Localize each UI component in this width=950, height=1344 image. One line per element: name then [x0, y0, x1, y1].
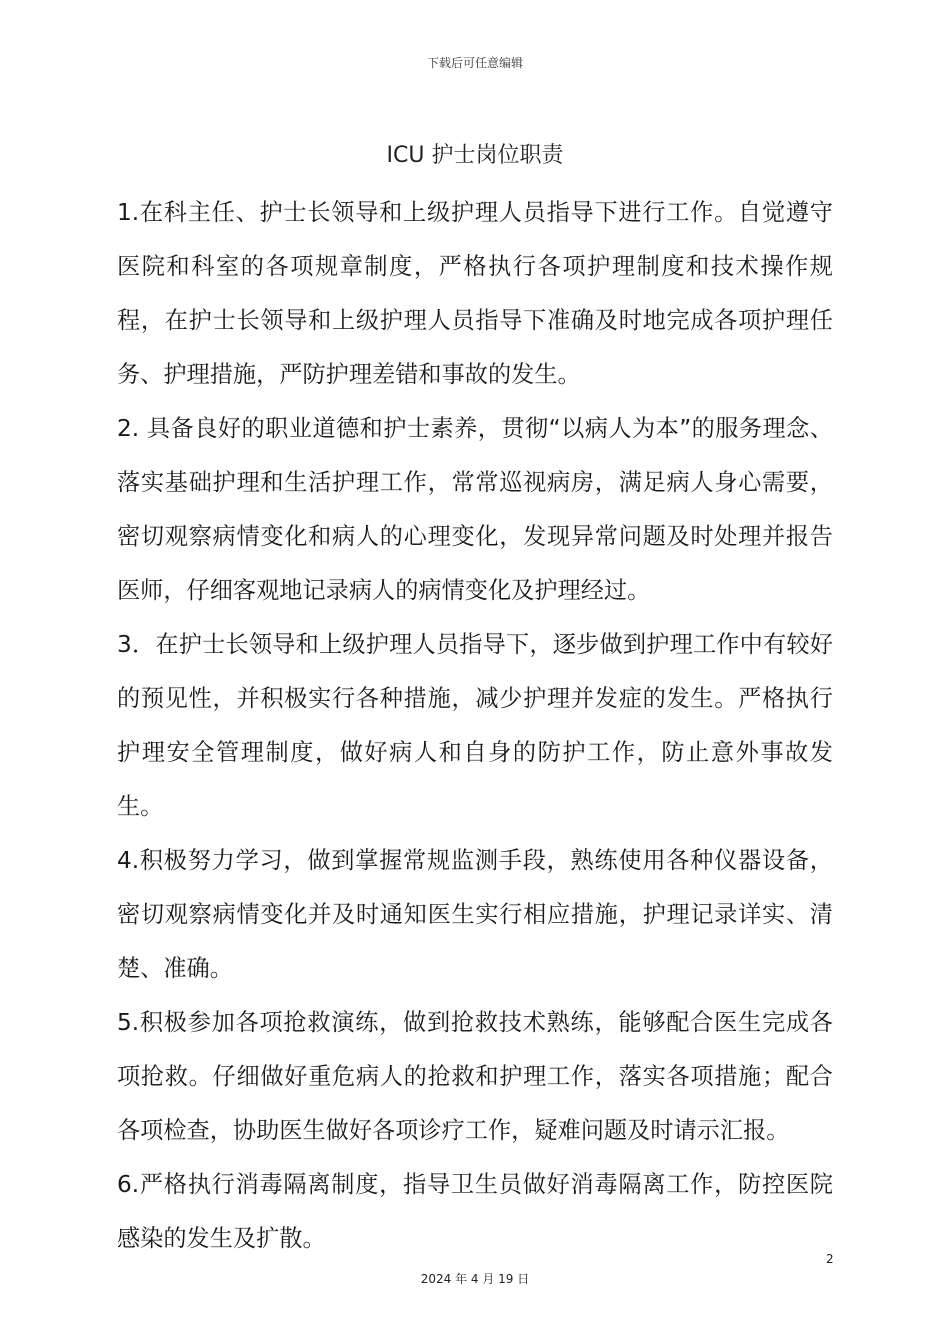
document-title: ICU 护士岗位职责 — [386, 143, 564, 168]
page-number: 2 — [826, 1252, 834, 1266]
paragraph-4: 4.积极努力学习，做到掌握常规监测手段，熟练使用各种仪器设备，密切观察病情变化并及时通知医生实行相应措施，护理记录详实、清楚、准确。 — [117, 847, 833, 982]
paragraph-3: 3．在护士长领导和上级护理人员指导下，逐步做到护理工作中有较好的预见性，并积极实行各种措施，减少护理并发症的发生。严格执行护理安全管理制度，做好病人和自身的防护工作，防止意外事故发生。 — [117, 631, 833, 820]
page-header-note: 下载后可任意编辑 — [426, 56, 523, 70]
paragraph-1: 1.在科主任、护士长领导和上级护理人员指导下进行工作。自觉遵守医院和科室的各项规章制度，严格执行各项护理制度和技术操作规程，在护士长领导和上级护理人员指导下准确及时地完成各项护理任务、护理措施，严防护理差错和事故的发生。 — [117, 199, 833, 388]
paragraph-5: 5.积极参加各项抢救演练，做到抢救技术熟练，能够配合医生完成各项抢救。仔细做好重危病人的抢救和护理工作，落实各项措施；配合各项检查，协助医生做好各项诊疗工作，疑难问题及时请示汇报。 — [117, 1009, 833, 1144]
document-body — [117, 186, 833, 1266]
paragraph-6: 6.严格执行消毒隔离制度，指导卫生员做好消毒隔离工作，防控医院感染的发生及扩散。 — [117, 1171, 833, 1252]
paragraph-2: 2. 具备良好的职业道德和护士素养，贯彻“以病人为本”的服务理念、落实基础护理和生活护理工作，常常巡视病房，满足病人身心需要，密切观察病情变化和病人的心理变化，发现异常问题及时处理并报告医师，仔细客观地记录病人的病情变化及护理经过。 — [117, 415, 833, 604]
page-footer-date: 2024 年 4 月 19 日 — [420, 1272, 530, 1286]
